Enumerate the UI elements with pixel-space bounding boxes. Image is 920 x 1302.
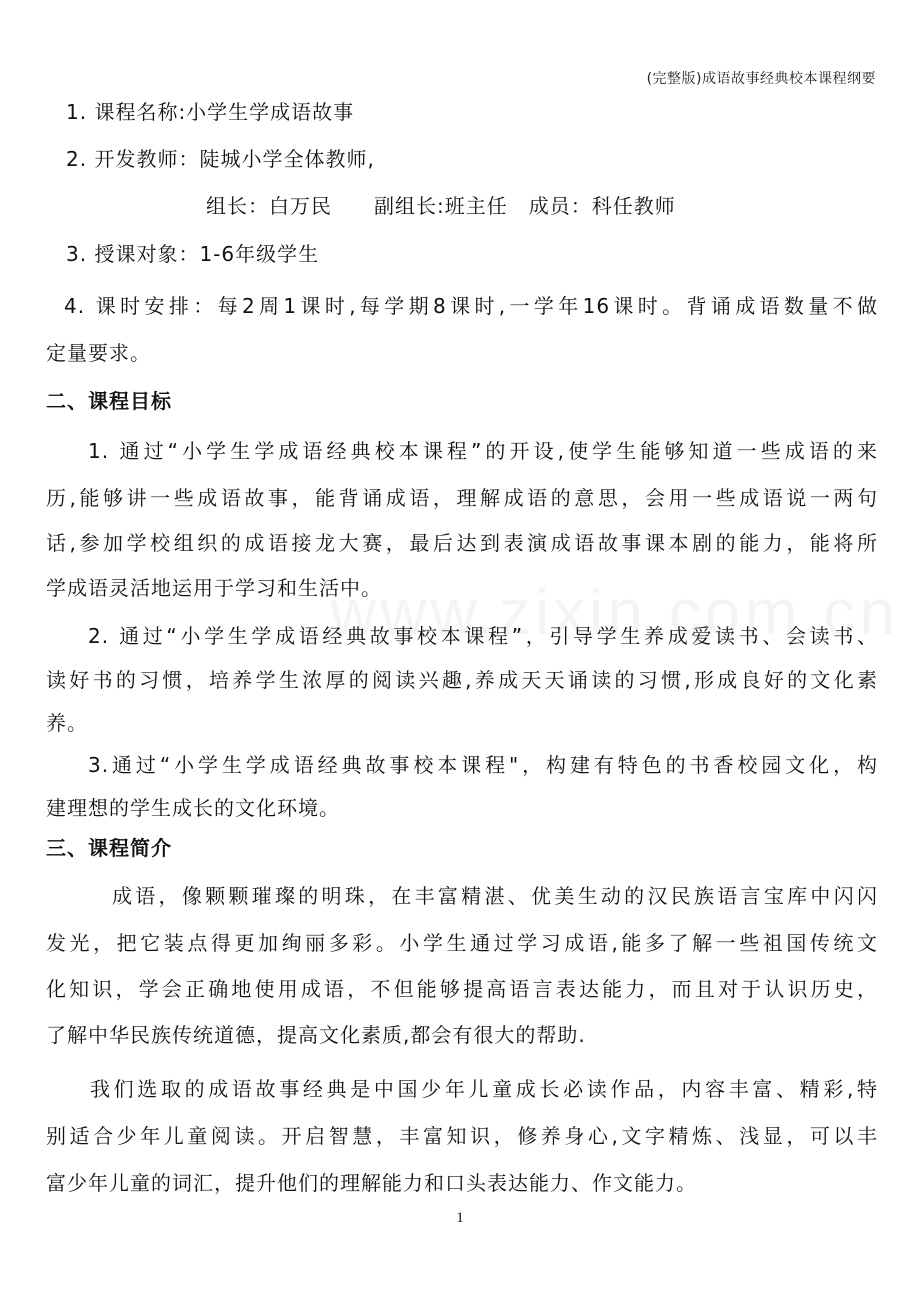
section-heading-objectives: 二、课程目标 [46,389,172,413]
target-students: 3. 授课对象：1-6年级学生 [66,242,320,266]
objective-3-line-2: 建理想的学生成长的文化环境。 [46,796,340,820]
running-header: (完整版)成语故事经典校本课程纲要 [646,71,876,87]
objective-2-line-2: 读好书的习惯，培养学生浓厚的阅读兴趣,养成天天诵读的习惯,形成良好的文化素 [46,668,878,692]
objective-1-line-3: 话,参加学校组织的成语接龙大赛，最后达到表演成语故事课本剧的能力，能将所 [46,531,878,555]
section-heading-intro: 三、课程简介 [46,836,172,860]
intro-p1-line-1: 成语，像颗颗璀璨的明珠，在丰富精湛、优美生动的汉民族语言宝库中闪闪 [112,884,878,908]
objective-1-line-2: 历,能够讲一些成语故事，能背诵成语，理解成语的意思，会用一些成语说一两句 [46,486,878,510]
intro-p1-line-2: 发光，把它装点得更加绚丽多彩。小学生通过学习成语,能多了解一些祖国传统文 [46,931,878,955]
objective-2-line-1: 2. 通过“小学生学成语经典故事校本课程”，引导学生养成爱读书、会读书、 [88,624,878,648]
intro-p2-line-3: 富少年儿童的词汇，提升他们的理解能力和口头表达能力、作文能力。 [46,1171,697,1195]
objective-1-line-1: 1. 通过“小学生学成语经典校本课程”的开设,使学生能够知道一些成语的来 [88,439,878,463]
objective-3-line-1: 3.通过“小学生学成语经典故事校本课程"，构建有特色的书香校园文化，构 [88,753,878,777]
schedule-line-2: 定量要求。 [46,341,151,365]
objective-2-line-3: 养。 [46,711,88,735]
objective-1-line-4: 学成语灵活地运用于学习和生活中。 [46,576,382,600]
intro-p2-line-1: 我们选取的成语故事经典是中国少年儿童成长必读作品，内容丰富、精彩,特 [90,1077,878,1101]
developer-teachers: 2. 开发教师：陡城小学全体教师, [66,147,375,171]
intro-p1-line-3: 化知识，学会正确地使用成语，不但能够提高语言表达能力，而且对于认识历史， [46,977,878,1001]
page-number: 1 [456,1210,464,1226]
team-members: 组长：白万民 副组长:班主任 成员：科任教师 [206,194,676,218]
intro-p1-line-4: 了解中华民族传统道德，提高文化素质,都会有很大的帮助. [46,1023,586,1047]
intro-p2-line-2: 别适合少年儿童阅读。开启智慧，丰富知识，修养身心,文字精炼、浅显，可以丰 [46,1124,878,1148]
course-name: 1. 课程名称:小学生学成语故事 [66,100,355,124]
schedule-line-1: 4. 课时安排：每2周1课时,每学期8课时,一学年16课时。背诵成语数量不做 [64,294,878,318]
